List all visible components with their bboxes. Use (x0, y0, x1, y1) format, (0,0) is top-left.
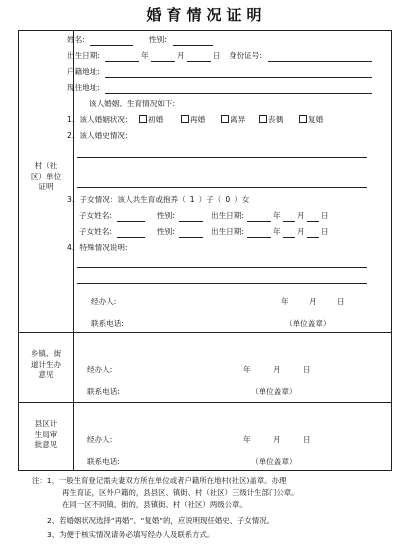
marriage-status-label: 1、该人婚姻状况: (67, 115, 128, 124)
child1-day-field[interactable] (307, 221, 319, 222)
option-first-marriage[interactable]: 初婚 (139, 115, 163, 125)
special-notes-line-2[interactable] (77, 283, 367, 284)
current-address-field[interactable] (105, 93, 372, 94)
id-label: 身份证号: (229, 51, 262, 60)
birth-month-field[interactable] (151, 61, 175, 62)
township-office-label: 乡镇、街 道计生办 意见 (30, 349, 62, 379)
page-title: 婚育情况证明 (146, 6, 267, 24)
checkbox-icon[interactable] (299, 115, 307, 123)
handler-label: 经办人: (87, 435, 113, 444)
marriage-history-line-2[interactable] (77, 187, 367, 188)
child-birth-label: 出生日期: (211, 227, 244, 236)
child1-month-field[interactable] (283, 221, 295, 222)
note-line-4: 2、若婚姻状况选择“再婚”、“复婚”的，应说明现任婚史、子女情况。 (47, 516, 274, 525)
child1-name-field[interactable] (117, 221, 145, 222)
option-remarried-same[interactable]: 复婚 (299, 115, 323, 125)
note-line-1: 注：1、一般生育登记需夫妻双方所在单位或者户籍所在地村(社区)盖章。办理 (32, 476, 287, 485)
special-notes-line-1[interactable] (77, 267, 367, 268)
marriage-history-label: 2、该人婚史情况: (67, 131, 128, 140)
option-divorced[interactable]: 离异 (221, 115, 245, 125)
option-widowed[interactable]: 丧偶 (259, 115, 283, 125)
children-summary: 3、子女情况：该人共生育或抱养（ 1 ）子（ 0 ）女 (67, 195, 250, 204)
child1-year-field[interactable] (247, 221, 271, 222)
note-line-3: 在同一区不同镇、街的，县镇街、村（社区）两级公章。 (62, 500, 247, 509)
marriage-intro: 该人婚姻、生育情况如下: (89, 99, 176, 108)
checkbox-icon[interactable] (181, 115, 189, 123)
unit-seal-label: （单位盖章） (251, 457, 297, 466)
name-label: 姓名: (67, 35, 85, 44)
village-unit-label: 村（社 区）单位 证明 (30, 161, 62, 191)
county-bureau-label: 县区计 生局审 批意见 (34, 419, 58, 449)
note-line-2: 再生育证，区外户籍的，县县区、镇街、村（社区）三级计生部门公章。 (62, 488, 299, 497)
child-name-label: 子女姓名: (79, 211, 112, 220)
huji-address-label: 户籍地址: (67, 67, 100, 76)
child2-year-field[interactable] (247, 237, 271, 238)
unit-seal-label: （单位盖章） (251, 387, 297, 396)
row-divider (19, 332, 391, 333)
special-notes-label: 4、特殊情况说明: (67, 243, 128, 252)
option-remarriage[interactable]: 再婚 (181, 115, 205, 125)
name-field[interactable] (90, 45, 133, 46)
birth-day-field[interactable] (187, 61, 211, 62)
birth-label: 出生日期: (67, 51, 100, 60)
current-address-label: 现住地址: (67, 83, 100, 92)
certificate-table: 村（社 区）单位 证明 姓名: 性别: 出生日期: 年 月 日 身份证号: 户籍地址: 现住地址: 该人婚姻、生育情况如下: 1、该人婚姻状况: 初婚 再婚 离异 丧偶 复婚 2、该人婚史情况: 3、子女情况：该人共生育或抱养（ 1 ）子（ 0 ）女 子女姓名: 性别: 出生日期: 年 月 日 子女姓名: 性别: 出生日期: 年 月 日 4、特殊情况说明: 经办人: 年 月 日 联系电话: （单位盖章） 乡镇、街 道计生办 意见 经办人: 年 月 日 联系电话: （单位盖章） 县区计 生局审 批意见 经办人: 年 月 日 联系电话: （单位盖章） (18, 30, 392, 471)
huji-address-field[interactable] (105, 77, 372, 78)
handler-label: 经办人: (87, 365, 113, 374)
marriage-history-line-1[interactable] (77, 157, 367, 158)
row-divider (19, 402, 391, 403)
handler-label: 经办人: (91, 297, 117, 306)
gender-label: 性别: (149, 35, 167, 44)
checkbox-icon[interactable] (259, 115, 267, 123)
child-name-label: 子女姓名: (79, 227, 112, 236)
unit-seal-label: （单位盖章） (285, 319, 331, 328)
child2-name-field[interactable] (117, 237, 145, 238)
phone-label: 联系电话: (91, 319, 124, 328)
id-number-field[interactable] (268, 61, 372, 62)
child2-day-field[interactable] (307, 237, 319, 238)
child2-month-field[interactable] (283, 237, 295, 238)
checkbox-icon[interactable] (221, 115, 229, 123)
phone-label: 联系电话: (87, 387, 120, 396)
child-gender-label: 性别: (157, 211, 175, 220)
child1-gender-field[interactable] (179, 221, 203, 222)
child-gender-label: 性别: (157, 227, 175, 236)
note-line-5: 3、为便于核实情况请务必填写经办人及联系方式。 (47, 530, 215, 539)
gender-field[interactable] (173, 45, 213, 46)
checkbox-icon[interactable] (139, 115, 147, 123)
birth-year-field[interactable] (105, 61, 139, 62)
child2-gender-field[interactable] (179, 237, 203, 238)
child-birth-label: 出生日期: (211, 211, 244, 220)
phone-label: 联系电话: (87, 457, 120, 466)
